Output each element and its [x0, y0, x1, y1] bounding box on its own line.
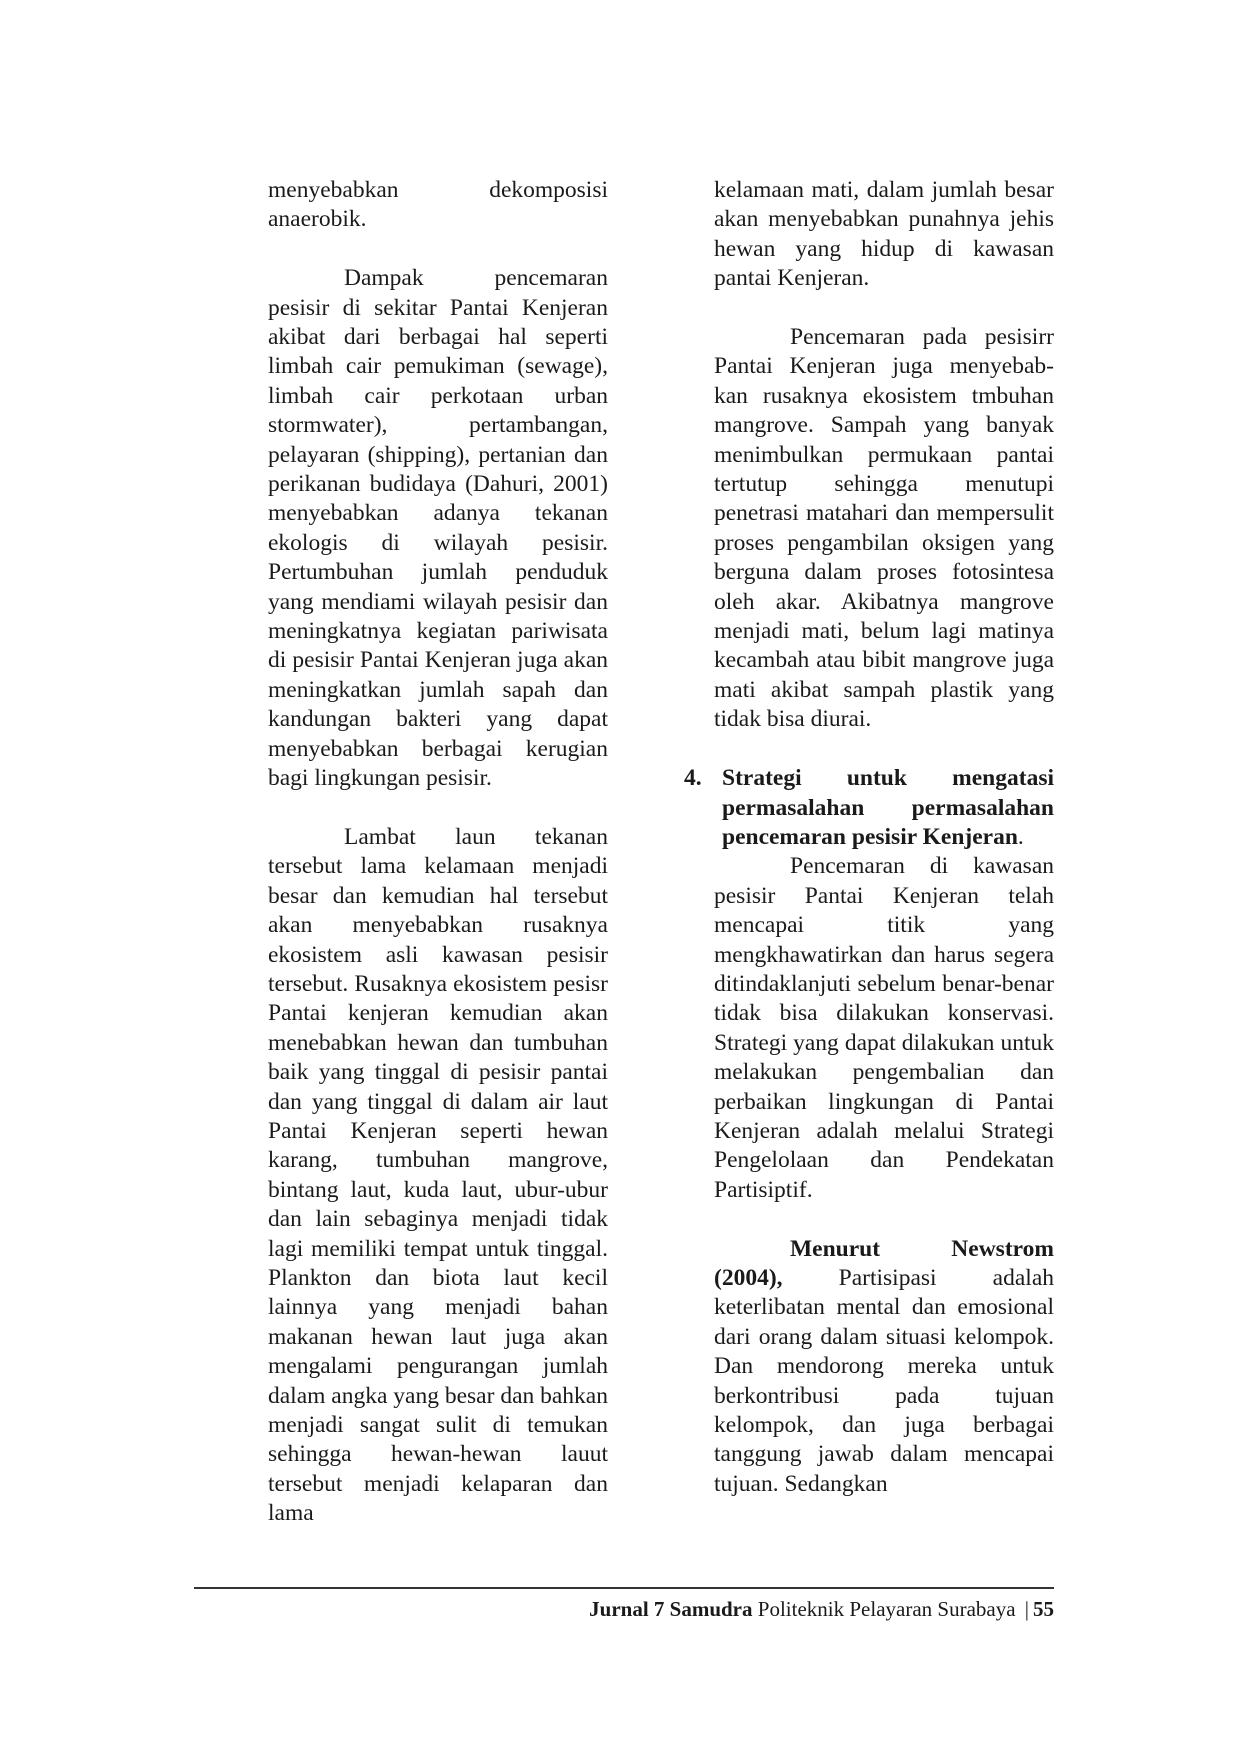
left-column	[268, 176, 608, 1529]
left-paragraph-3: Lambat laun tekanan tersebut lama kelamaan menjadi besar dan kemudian hal tersebut akan menyebabkan rusaknya ekosistem asli kawasan pesisir tersebut. Rusaknya ekosistem pesisr Pantai kenjeran kemudian akan menebabkan hewan dan tumbuhan baik yang tinggal di pesisir pantai dan yang tinggal di dalam air laut Pantai Kenjeran seperti hewan karang, tumbuhan mangrove, bintang laut, kuda laut, ubur-ubur dan lain sebaginya menjadi tidak lagi memiliki tempat untuk tinggal. Plankton dan biota laut kecil lainnya yang menjadi bahan makanan hewan laut juga akan mengalami pengurangan jumlah dalam angka yang besar dan bahkan menjadi sangat sulit di temukan sehingga hewan-hewan lauut tersebut menjadi kelaparan dan lama	[268, 823, 608, 1527]
right-paragraph-4	[714, 1235, 1054, 1500]
section-heading-text: Strategi untuk mengatasi permasalahan permasalahan pencemaran pesisir Kenjeran.	[722, 765, 1054, 850]
page-footer	[589, 1596, 1054, 1622]
paragraph-4-text: Partisipasi adalah keterlibatan mental dan emosional dari orang dalam situasi kelompok. Dan mendorong mereka untuk berkontribusi pada tujuan kelompok, dan juga berbagai tanggung jawab dalam mencapai tujuan. Sedangkan	[714, 1264, 1054, 1497]
right-paragraph-3: Pencemaran di kawasan pesisir Pantai Kenjeran telah mencapai titik yang mengkhawatirkan dan harus segera ditindaklanjuti sebelum benar-benar tidak bisa dilakukan konservasi. Strategi yang dapat dilakukan untuk melakukan pengembalian dan perbaikan lingkungan di Pantai Kenjeran adalah melalui Strategi Pengelolaan dan Pendekatan Partisiptif.	[714, 853, 1054, 1203]
section-number: 4.	[684, 765, 702, 792]
footer-divider	[194, 1587, 1054, 1589]
footer-separator: |	[1024, 1597, 1029, 1621]
right-column	[684, 176, 1054, 1499]
left-paragraph-2: Dampak pencemaran pesisir di sekitar Pantai Kenjeran akibat dari berbagai hal seperti limbah cair pemukiman (sewage), limbah cair perkotaan urban stormwater), pertambangan, pelayaran (shipping), pertanian dan perikanan budidaya (Dahuri, 2001) menyebabkan adanya tekanan ekologis di wilayah pesisir. Pertumbuhan jumlah penduduk yang mendiami wilayah pesisir dan meningkatnya kegiatan pariwisata di pesisir Pantai Kenjeran juga akan meningkatkan jumlah sapah dan kandungan bakteri yang dapat menyebabkan berbagai kerugian bagi lingkungan pesisir.	[268, 265, 608, 792]
footer-journal-name: Jurnal 7 Samudra	[589, 1597, 753, 1621]
left-paragraph-1: menyebabkan dekomposisi anaerobik.	[268, 177, 608, 233]
page-number: 55	[1033, 1597, 1054, 1621]
citation-bold: Menurut Newstrom (2004),	[714, 1235, 1054, 1291]
right-paragraph-2: Pencemaran pada pesisirr Pantai Kenjeran juga menyebab-kan rusaknya ekosistem tmbuhan mangrove. Sampah yang banyak menimbulkan permukaan pantai tertutup sehingga menutupi penetrasi matahari dan mempersulit proses pengambilan oksigen yang berguna dalam proses fotosintesa oleh akar. Akibatnya mangrove menjadi mati, belum lagi matinya kecambah atau bibit mangrove juga mati akibat sampah plastik yang tidak bisa diurai.	[714, 324, 1054, 733]
footer-institution: Politeknik Pelayaran Surabaya	[752, 1597, 1016, 1621]
right-paragraph-1: kelamaan mati, dalam jumlah besar akan menyebabkan punahnya jehis hewan yang hidup di kawasan pantai Kenjeran.	[714, 177, 1054, 292]
section-heading	[684, 764, 1054, 852]
